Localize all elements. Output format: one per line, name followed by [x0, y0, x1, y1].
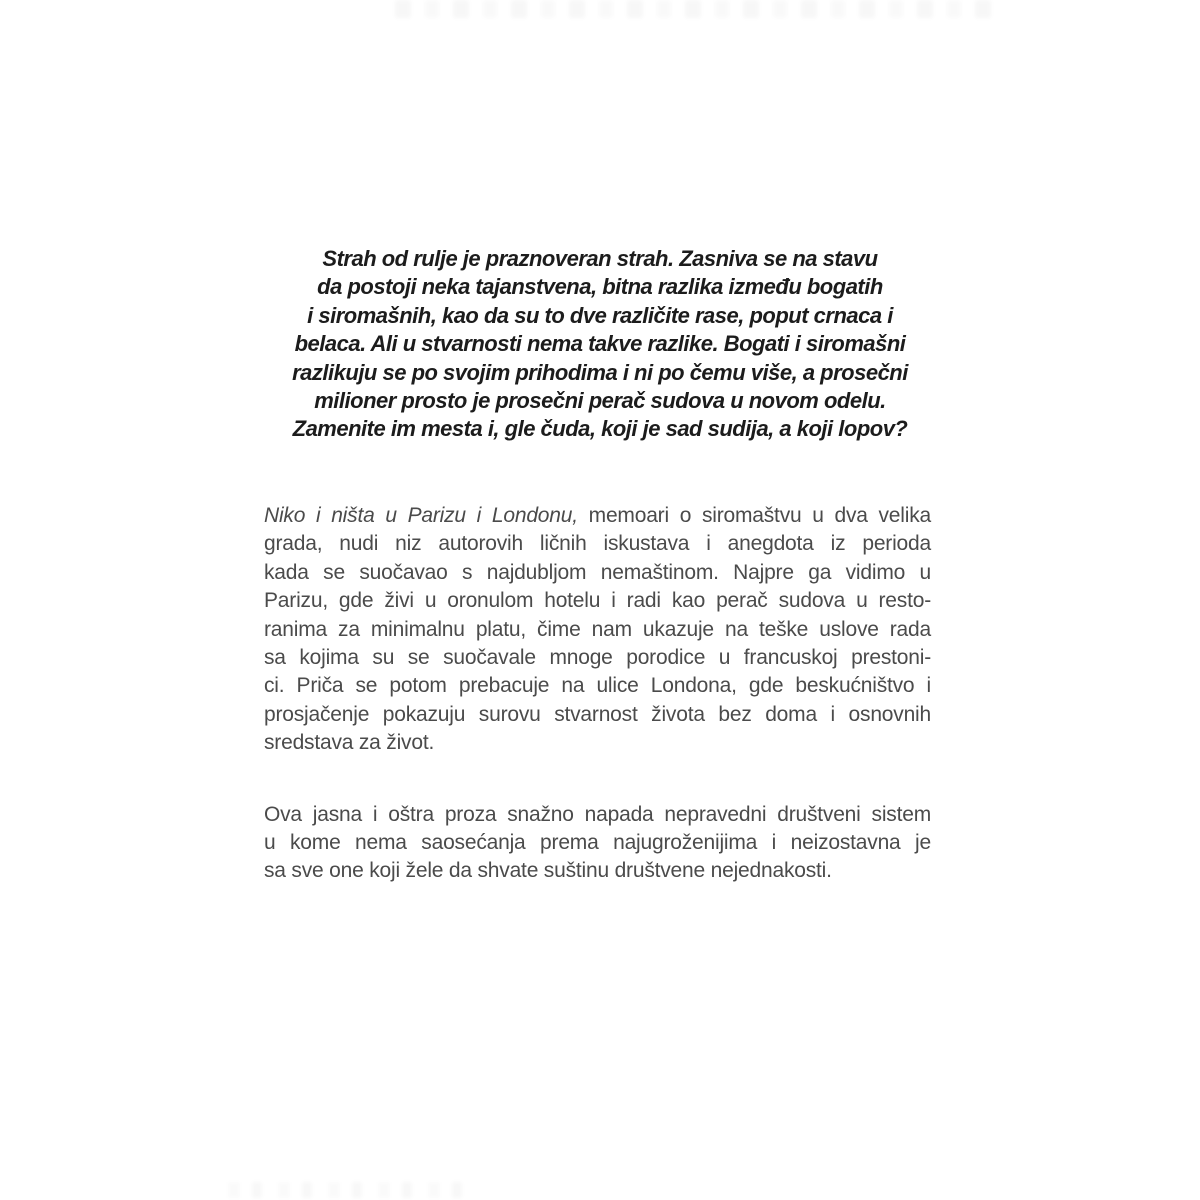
body-line: ci. Priča se potom prebacuje na ulice Londona, gde beskućništvo i: [264, 674, 931, 698]
body-line: Ova jasna i oštra proza snažno napada nepravedni društveni sistem: [264, 802, 931, 826]
body-line: ranima za minimalnu platu, čime nam ukazuje na teške uslove rada: [264, 617, 931, 641]
body-text: [264, 502, 931, 886]
scan-artifact-bottom: [228, 1182, 473, 1198]
epigraph-quote: [0, 245, 1200, 444]
quote-line: razlikuju se po svojim prihodima i ni po čemu više, a prosečni: [292, 359, 908, 385]
body-line: sa sve one koji žele da shvate suštinu društvene nejednakosti.: [264, 859, 832, 883]
paragraph: [264, 801, 931, 886]
quote-line: i siromašnih, kao da su to dve različite rase, poput crnaca i: [307, 302, 893, 328]
quote-line: da postoji neka tajanstvena, bitna razlika između bogatih: [317, 274, 883, 300]
quote-line: belaca. Ali u stvarnosti nema takve razlike. Bogati i siromašni: [294, 331, 906, 357]
body-line: kada se suočavao s najdubljom nemaštinom. Najpre ga vidimo u: [264, 560, 931, 584]
quote-line: milioner prosto je prosečni perač sudova u novom odelu.: [314, 388, 886, 414]
quote-line: Strah od rulje je praznoveran strah. Zasniva se na stavu: [322, 246, 878, 271]
body-line: sa kojima su se suočavale mnoge porodice u francuskoj prestoni-: [264, 646, 931, 670]
book-title-italic: Niko i ništa u Parizu i Londonu,: [264, 504, 578, 527]
body-line: Parizu, gde živi u oronulom hotelu i radi kao perač sudova u resto-: [264, 589, 931, 613]
body-line: grada, nudi niz autorovih ličnih iskustava i anegdota iz perioda: [264, 532, 931, 556]
scan-artifact-top: [395, 0, 995, 18]
body-line: sredstava za život.: [264, 731, 435, 755]
body-line: Niko i ništa u Parizu i Londonu, memoari o siromaštvu u dva velika: [264, 504, 931, 527]
body-line: prosjačenje pokazuju surovu stvarnost života bez doma i osnovnih: [264, 702, 931, 726]
quote-line: Zamenite im mesta i, gle čuda, koji je sad sudija, a koji lopov?: [292, 416, 908, 442]
body-line: u kome nema saosećanja prema najugroženijima i neizostavna je: [264, 831, 931, 855]
paragraph: [264, 502, 931, 758]
